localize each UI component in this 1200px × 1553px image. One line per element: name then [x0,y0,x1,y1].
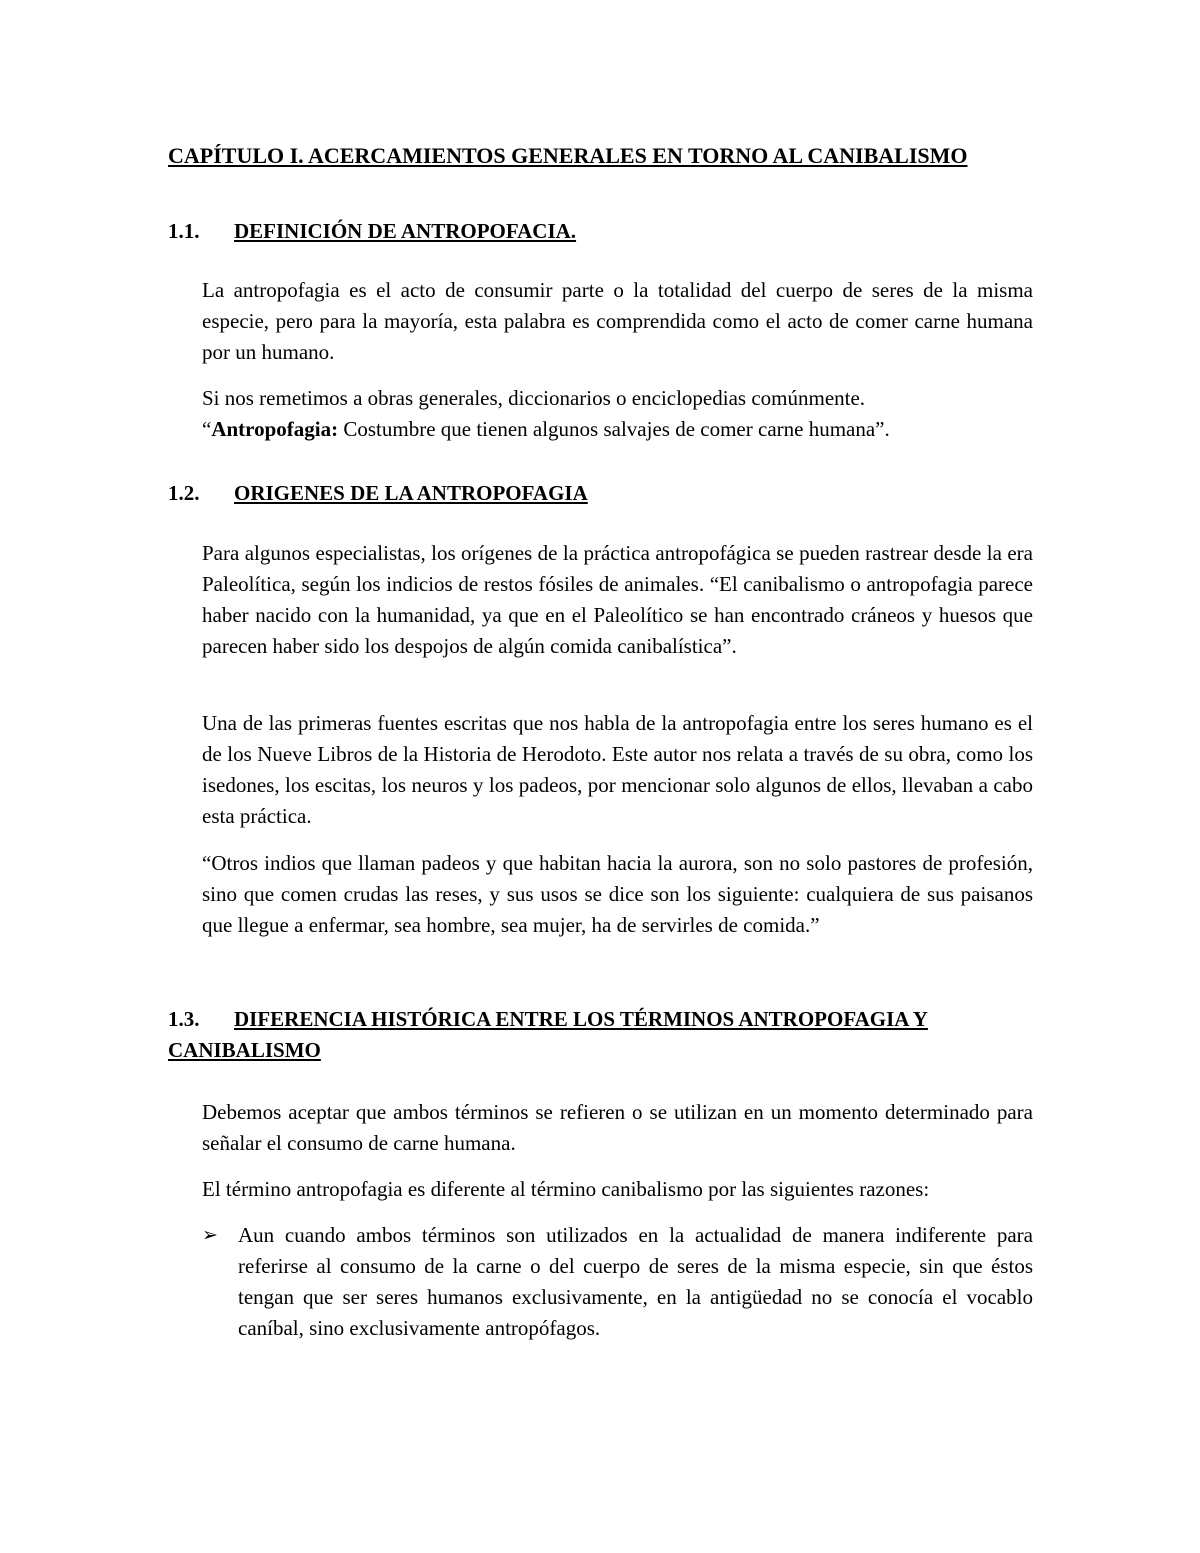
paragraph: Una de las primeras fuentes escritas que nos habla de la antropofagia entre los seres humano es el de los Nueve Libros de la Historia de Herodoto. Este autor nos relata a través de su obra, como los isedones, los escitas, los neuros y los padeos, por mencionar solo algunos de ellos, llevaban a cabo esta práctica. [202,711,1033,828]
paragraph-text: Si nos remetimos a obras generales, diccionarios o enciclopedias comúnmente. [202,386,866,410]
paragraph: La antropofagia es el acto de consumir parte o la totalidad del cuerpo de seres de la misma especie, pero para la mayoría, esta palabra es comprendida como el acto de comer carne humana por un humano. [202,278,1033,364]
section-heading-1-2 [168,478,1034,509]
section-title: ORIGENES DE LA ANTROPOFAGIA [234,481,588,505]
chapter-title: CAPÍTULO I. ACERCAMIENTOS GENERALES EN TORNO AL CANIBALISMO [168,143,968,168]
paragraph: Para algunos especialistas, los orígenes de la práctica antropofágica se pueden rastrear desde la era Paleolítica, según los indicios de restos fósiles de animales. “El canibalismo o antropofagia parece haber nacido con la humanidad, ya que en el Paleolítico se han encontrado cráneos y huesos que parecen haber sido los despojos de algún comida canibalística”. [202,541,1033,658]
section-number: 1.3. [168,1007,200,1031]
quote-open-mark: “ [202,417,212,441]
list-item-text: Aun cuando ambos términos son utilizados en la actualidad de manera indiferente para referirse al consumo de la carne o del cuerpo de seres de la misma especie, sin que éstos tengan que ser seres humanos exclusivamente, en la antigüedad no se conocía el vocablo caníbal, sino exclusivamente antropófagos. [238,1223,1033,1340]
section-title: DEFINICIÓN DE ANTROPOFACIA. [234,219,577,243]
arrow-right-bullet-icon: ➢ [202,1224,218,1246]
section-number: 1.1. [168,219,200,243]
paragraph: “Otros indios que llaman padeos y que habitan hacia la aurora, son no solo pastores de profesión, sino que comen crudas las reses, y sus usos se dice son los siguiente: cualquiera de sus paisanos que llegue a enfermar, sea hombre, sea mujer, ha de servirles de comida.” [202,851,1033,937]
quote-term: Antropofagia: [211,417,339,441]
quote-definition: Costumbre que tienen algunos salvajes de comer carne humana”. [338,417,890,441]
section-title: DIFERENCIA HISTÓRICA ENTRE LOS TÉRMINOS ANTROPOFAGIA Y CANIBALISMO [168,1007,928,1062]
section-number: 1.2. [168,481,200,505]
paragraph: El término antropofagia es diferente al término canibalismo por las siguientes razones: [202,1177,930,1201]
section-heading-1-1 [168,216,1034,247]
paragraph: Debemos aceptar que ambos términos se refieren o se utilizan en un momento determinado para señalar el consumo de carne humana. [202,1100,1033,1155]
paragraph [202,383,1033,445]
list-item [202,1220,1033,1344]
section-heading-1-3 [168,1004,1034,1066]
